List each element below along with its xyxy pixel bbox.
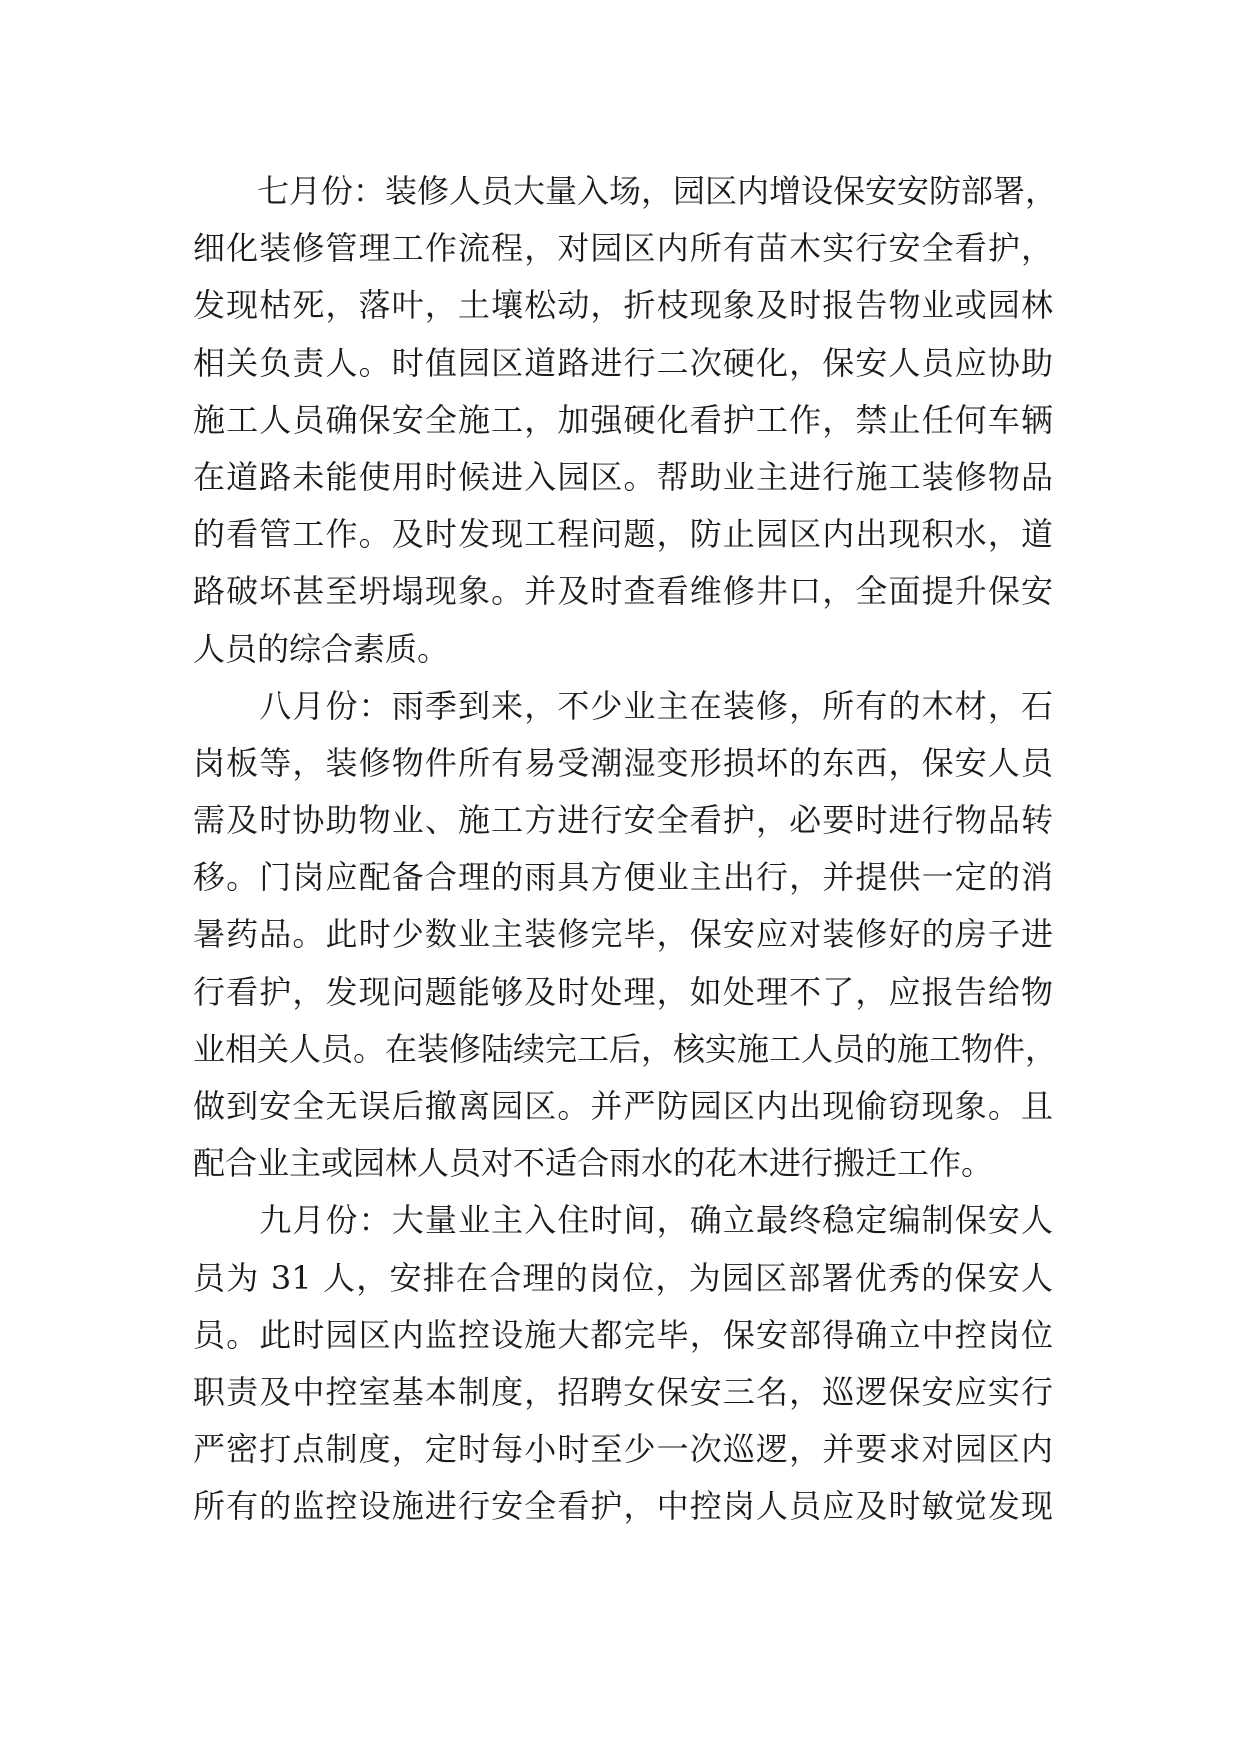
text-line: 发现枯死，落叶，土壤松动，折枝现象及时报告物业或园林: [193, 286, 1053, 325]
text-line: 严密打点制度，定时每小时至少一次巡逻，并要求对园区内: [193, 1430, 1053, 1469]
paragraph-september: [193, 1192, 1053, 1535]
text-line: 的看管工作。及时发现工程问题，防止园区内出现积水，道: [193, 515, 1053, 554]
body-text: [193, 163, 1058, 1536]
text-line: 员为 31 人，安排在合理的岗位，为园区部署优秀的保安人: [193, 1258, 1053, 1297]
text-line: 配合业主或园林人员对不适合雨水的花木进行搬迁工作。: [193, 1144, 994, 1183]
text-line: 施工人员确保安全施工，加强硬化看护工作，禁止任何车辆: [193, 400, 1053, 439]
text-line: 做到安全无误后撤离园区。并严防园区内出现偷窃现象。且: [193, 1087, 1053, 1125]
text-line: 暑药品。此时少数业主装修完毕，保安应对装修好的房子进: [193, 915, 1053, 954]
text-line: 员。此时园区内监控设施大都完毕，保安部得确立中控岗位: [193, 1315, 1053, 1354]
paragraph-july: [193, 163, 1058, 678]
text-line: 业相关人员。在装修陆续完工后，核实施工人员的施工物件，: [193, 1029, 1058, 1068]
text-line: 相关负责人。时值园区道路进行二次硬化，保安人员应协助: [193, 343, 1053, 382]
text-line: 岗板等，装修物件所有易受潮湿变形损坏的东西，保安人员: [193, 743, 1053, 782]
text-line: 所有的监控设施进行安全看护，中控岗人员应及时敏觉发现: [193, 1487, 1053, 1526]
text-line: 在道路未能使用时候进入园区。帮助业主进行施工装修物品: [193, 457, 1053, 496]
text-line: 人员的综合素质。: [193, 629, 450, 668]
text-line: 细化装修管理工作流程，对园区内所有苗木实行安全看护，: [193, 229, 1053, 268]
text-line: 九月份：大量业主入住时间，确立最终稳定编制保安人: [193, 1201, 1053, 1240]
text-line: 路破坏甚至坍塌现象。并及时查看维修井口，全面提升保安: [193, 572, 1053, 611]
text-line: 八月份：雨季到来，不少业主在装修，所有的木材，石: [193, 686, 1053, 725]
text-line: 需及时协助物业、施工方进行安全看护，必要时进行物品转: [193, 801, 1053, 840]
text-line: 七月份：装修人员大量入场，园区内增设保安安防部署，: [193, 172, 1058, 210]
text-line: 行看护，发现问题能够及时处理，如处理不了，应报告给物: [193, 972, 1053, 1011]
paragraph-august: [193, 678, 1058, 1193]
text-line: 移。门岗应配备合理的雨具方便业主出行，并提供一定的消: [193, 858, 1053, 897]
text-line: 职责及中控室基本制度，招聘女保安三名，巡逻保安应实行: [193, 1372, 1053, 1411]
